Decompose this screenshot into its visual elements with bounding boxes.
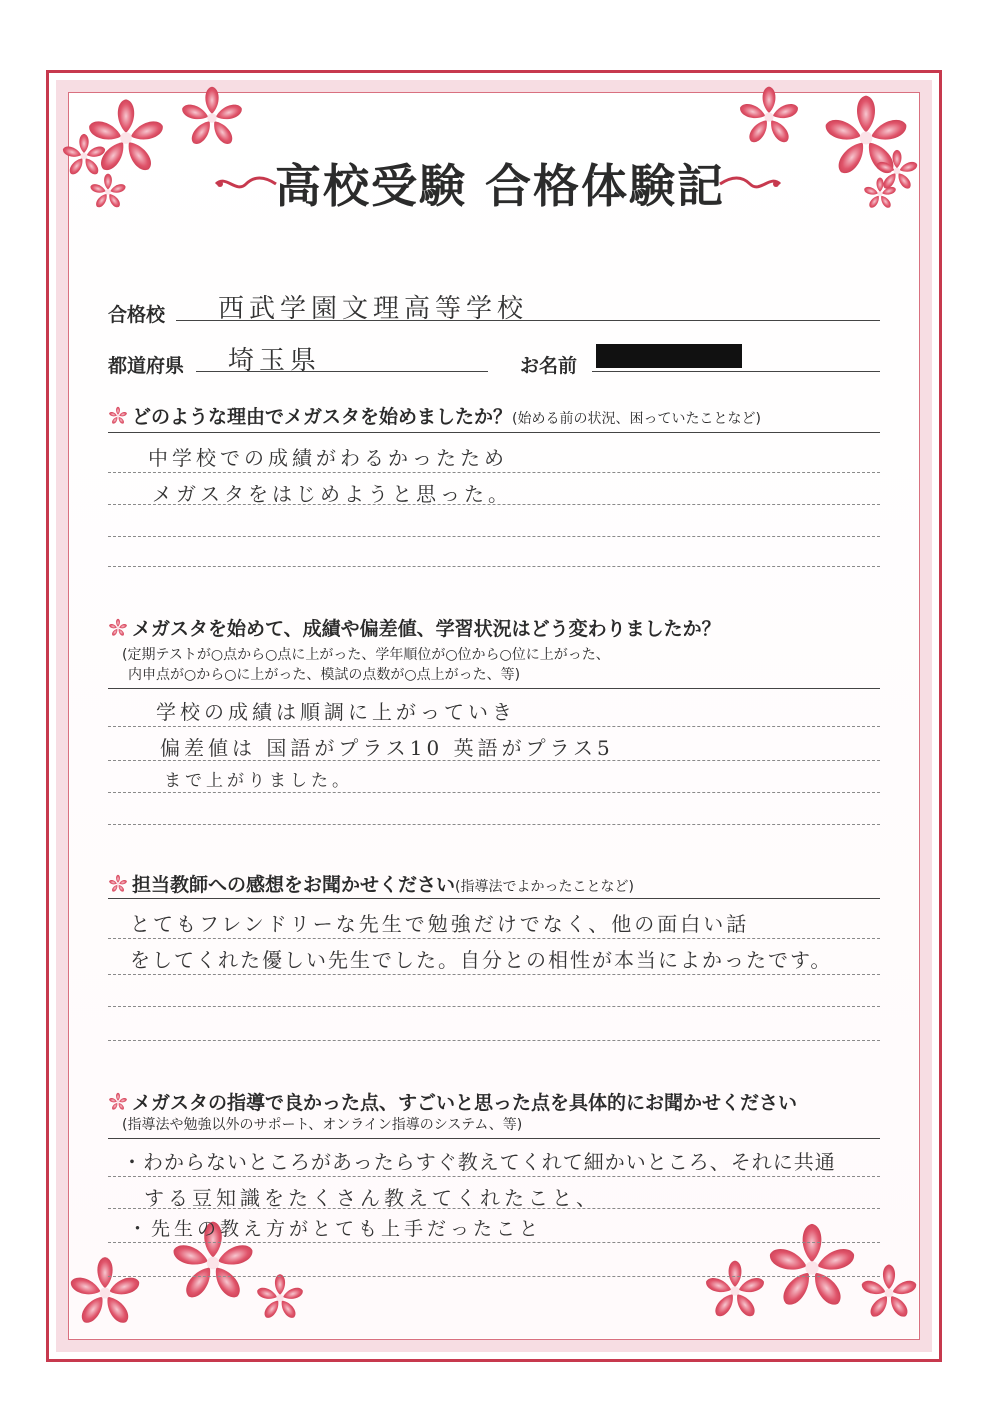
prefecture-value: 埼玉県 [228,346,322,376]
q2-answer-line: 偏差値は 国語がプラス10 英語がプラス5 [160,736,614,760]
q3-subtext: (指導法でよかったことなど) [455,879,634,895]
name-redaction [596,344,742,368]
blossom-icon [764,1220,860,1316]
answer-guide-line [108,1176,880,1177]
q4-rule [108,1138,880,1139]
page-title: 高校受験 合格体験記 [274,159,725,213]
q2-rule [108,688,880,689]
q1-heading [108,402,761,429]
answer-guide-line [108,536,880,537]
answer-guide-line [108,792,880,793]
q3-rule [108,898,880,899]
answer-guide-line [108,472,880,473]
blossom-bullet-icon [108,874,128,894]
q3-answer-line: とてもフレンドリーな先生で勉強だけでなく、他の面白い話 [130,912,750,936]
answer-guide-line [108,1040,880,1041]
answer-guide-line [108,824,880,825]
blossom-bullet-icon [108,618,128,638]
q2-heading [108,614,721,641]
q1-answer-line: 中学校での成績がわるかったため [148,446,508,470]
name-label: お名前 [520,355,578,377]
q2-note: 内申点が○から○に上がった、模試の点数が○点上がった、等) [128,667,521,683]
q1-answer-line: メガスタをはじめようと思った。 [152,482,512,506]
answer-guide-line [108,938,880,939]
blossom-icon [66,1254,144,1332]
blossom-bullet-icon [108,406,128,426]
q3-answer-line: をしてくれた優しい先生でした。自分との相性が本当によかったです。 [130,948,833,972]
answer-guide-line [108,1208,880,1209]
blossom-icon [178,84,246,152]
blossom-icon [702,1258,768,1324]
blossom-icon [736,84,802,150]
q3-heading [108,870,634,897]
q4-note: (指導法や勉強以外のサポート、オンライン指導のシステム、等) [122,1117,523,1133]
answer-guide-line [108,566,880,567]
answer-guide-line [108,974,880,975]
answer-guide-line [108,1006,880,1007]
school-label: 合格校 [108,304,166,326]
q2-answer-line: まで上がりました。 [164,771,353,791]
q4-heading-text: メガスタの指導で良かった点、すごいと思った点を具体的にお聞かせください [132,1092,798,1114]
school-value: 西武学園文理高等学校 [218,294,529,324]
q2-answer-line: 学校の成績は順調に上がっていき [156,700,516,724]
q4-answer-line: ・先生の教え方がとても上手だったこと [128,1218,543,1240]
q4-answer-line: する豆知識をたくさん教えてくれたこと、 [144,1186,600,1210]
blossom-icon [254,1272,306,1324]
name-underline [592,371,880,372]
blossom-icon [858,1262,920,1324]
q4-heading [108,1088,797,1115]
q2-note: (定期テストが○点から○点に上がった、学年順位が○位から○位に上がった、 [122,647,610,663]
prefecture-underline [196,371,488,372]
q1-rule [108,432,880,433]
q1-heading-text: どのような理由でメガスタを始めましたか？ [132,406,513,428]
blossom-bullet-icon [108,1092,128,1112]
q1-subtext: (始める前の状況、困っていたことなど) [512,411,761,427]
prefecture-label: 都道府県 [108,355,185,377]
answer-guide-line [108,1242,880,1243]
q3-heading-text: 担当教師への感想をお聞かせください [132,874,456,896]
answer-guide-line [108,726,880,727]
q2-heading-text: メガスタを始めて、成績や偏差値、学習状況はどう変わりましたか？ [132,618,721,640]
answer-guide-line [108,1276,880,1277]
q4-answer-line: ・わからないところがあったらすぐ教えてくれて細かいところ、それに共通 [122,1150,836,1174]
answer-guide-line [108,504,880,505]
answer-guide-line [108,760,880,761]
school-underline [176,320,880,321]
